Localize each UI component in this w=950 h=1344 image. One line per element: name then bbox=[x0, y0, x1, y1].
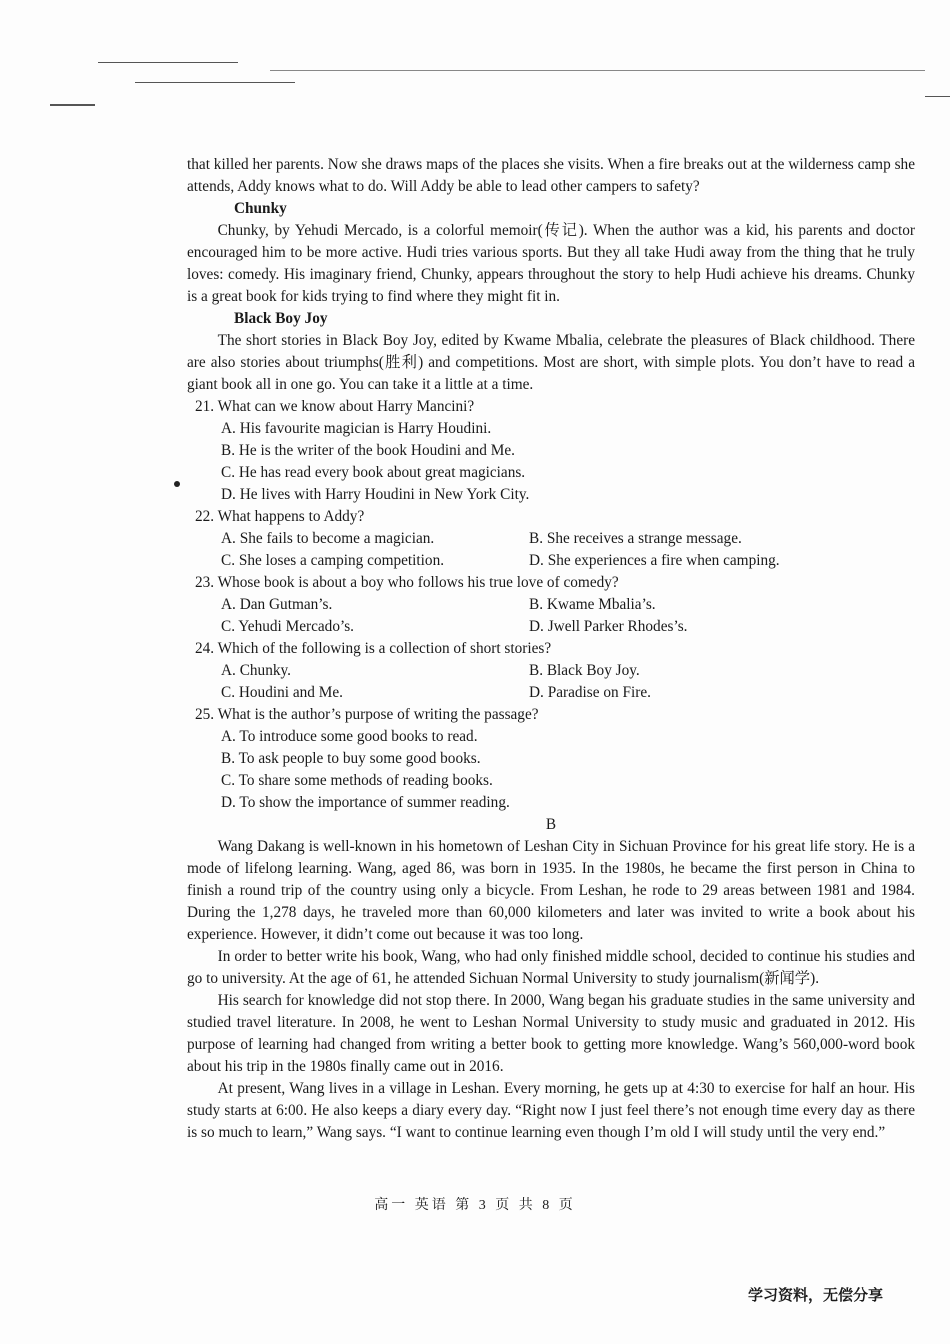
question-option: B. Kwame Mbalia’s. bbox=[529, 596, 656, 613]
question-option: A. His favourite magician is Harry Houdini. bbox=[221, 420, 492, 437]
question-option: C. To share some methods of reading books. bbox=[221, 772, 493, 789]
question-option: C. She loses a camping competition. bbox=[221, 552, 445, 569]
question-option: A. Chunky. bbox=[221, 662, 291, 679]
scan-artifact-dot bbox=[174, 481, 180, 487]
question-option: B. Black Boy Joy. bbox=[529, 662, 640, 679]
watermark: 学习资料，无偿分享 bbox=[748, 1286, 884, 1304]
question-option: D. Jwell Parker Rhodes’s. bbox=[529, 618, 688, 635]
question-option: C. Yehudi Mercado’s. bbox=[221, 618, 354, 635]
question-stem: 22. What happens to Addy? bbox=[195, 508, 365, 525]
question-stem: 23. Whose book is about a boy who follows his true love of comedy? bbox=[195, 574, 619, 591]
passage-paragraph: In order to better write his book, Wang, who had only finished middle school, decided to continue his studies and go to university. At the age of 61, he attended Sichuan Normal University to study journalism(新闻学). bbox=[187, 948, 915, 987]
scan-artifact-line bbox=[98, 62, 238, 63]
passage-paragraph: His search for knowledge did not stop there. In 2000, Wang began his graduate studies in the same university and studied travel literature. In 2008, he went to Leshan Normal University to study music and graduated in 2012. His purpose of learning had changed from writing a better book to getting more knowledge. Wang’s 560,000-word book about his trip in the 1980s finally came out in 2016. bbox=[187, 992, 915, 1075]
question-option: D. He lives with Harry Houdini in New York City. bbox=[221, 486, 530, 503]
passage-paragraph: Wang Dakang is well-known in his hometown of Leshan City in Sichuan Province for his great life story. He is a mode of lifelong learning. Wang, aged 86, was born in 1935. In the 1980s, he became the first person in China to finish a round trip of the country using only a bicycle. From Leshan, he rode to 29 areas between 1981 and 1984. During the 1,278 days, he traveled more than 60,000 kilometers and later was invited to write a book about his experience. However, it didn’t come out because it was too long. bbox=[187, 838, 915, 943]
question-option: D. To show the importance of summer reading. bbox=[221, 794, 510, 811]
scan-artifact-line bbox=[925, 96, 950, 97]
question-option: B. He is the writer of the book Houdini and Me. bbox=[221, 442, 515, 459]
book-description: The short stories in Black Boy Joy, edited by Kwame Mbalia, celebrate the pleasures of Black childhood. There are also stories about triumphs(胜利) and competitions. Most are short, with simple plots. You don’t have to read a giant book all in one go. You can take it a little at a time. bbox=[187, 332, 915, 393]
book-title: Chunky bbox=[234, 200, 287, 217]
question-stem: 21. What can we know about Harry Mancini? bbox=[195, 398, 475, 415]
book-description: Chunky, by Yehudi Mercado, is a colorful memoir(传记). When the author was a kid, his parents and doctor encouraged him to be more active. Hudi tries various sports. But they all take Hudi away from the thing that he truly loves: comedy. His imaginary friend, Chunky, appears throughout the story to help Hudi achieve his dreams. Chunky is a great book for kids trying to find where they might fit in. bbox=[187, 222, 915, 305]
book-title: Black Boy Joy bbox=[234, 310, 328, 327]
question-option: D. Paradise on Fire. bbox=[529, 684, 651, 701]
question-option: A. She fails to become a magician. bbox=[221, 530, 435, 547]
passage-paragraph: At present, Wang lives in a village in Leshan. Every morning, he gets up at 4:30 to exercise for half an hour. His study starts at 6:00. He also keeps a diary every day. “Right now I just feel there’s not enough time every day as there is so much to learn,” Wang says. “I want to continue learning even though I’m old I will study until the very end.” bbox=[187, 1080, 915, 1141]
question-option: C. He has read every book about great magicians. bbox=[221, 464, 526, 481]
scan-artifact-line bbox=[270, 70, 925, 71]
question-option: B. She receives a strange message. bbox=[529, 530, 742, 547]
scan-artifact-line bbox=[50, 104, 95, 106]
question-option: C. Houdini and Me. bbox=[221, 684, 343, 701]
question-option: D. She experiences a fire when camping. bbox=[529, 552, 780, 569]
page-footer: 高一 英语 第 3 页 共 8 页 bbox=[374, 1198, 576, 1213]
passage-paragraph: that killed her parents. Now she draws maps of the places she visits. When a fire breaks out at the wilderness camp she attends, Addy knows what to do. Will Addy be able to lead other campers to safety? bbox=[187, 156, 915, 195]
page-content bbox=[187, 154, 915, 1144]
section-label: B bbox=[545, 816, 557, 833]
scan-artifact-line bbox=[135, 82, 295, 83]
question-stem: 25. What is the author’s purpose of writing the passage? bbox=[195, 706, 539, 723]
question-option: B. To ask people to buy some good books. bbox=[221, 750, 481, 767]
question-stem: 24. Which of the following is a collection of short stories? bbox=[195, 640, 552, 657]
question-option: A. To introduce some good books to read. bbox=[221, 728, 478, 745]
question-option: A. Dan Gutman’s. bbox=[221, 596, 333, 613]
